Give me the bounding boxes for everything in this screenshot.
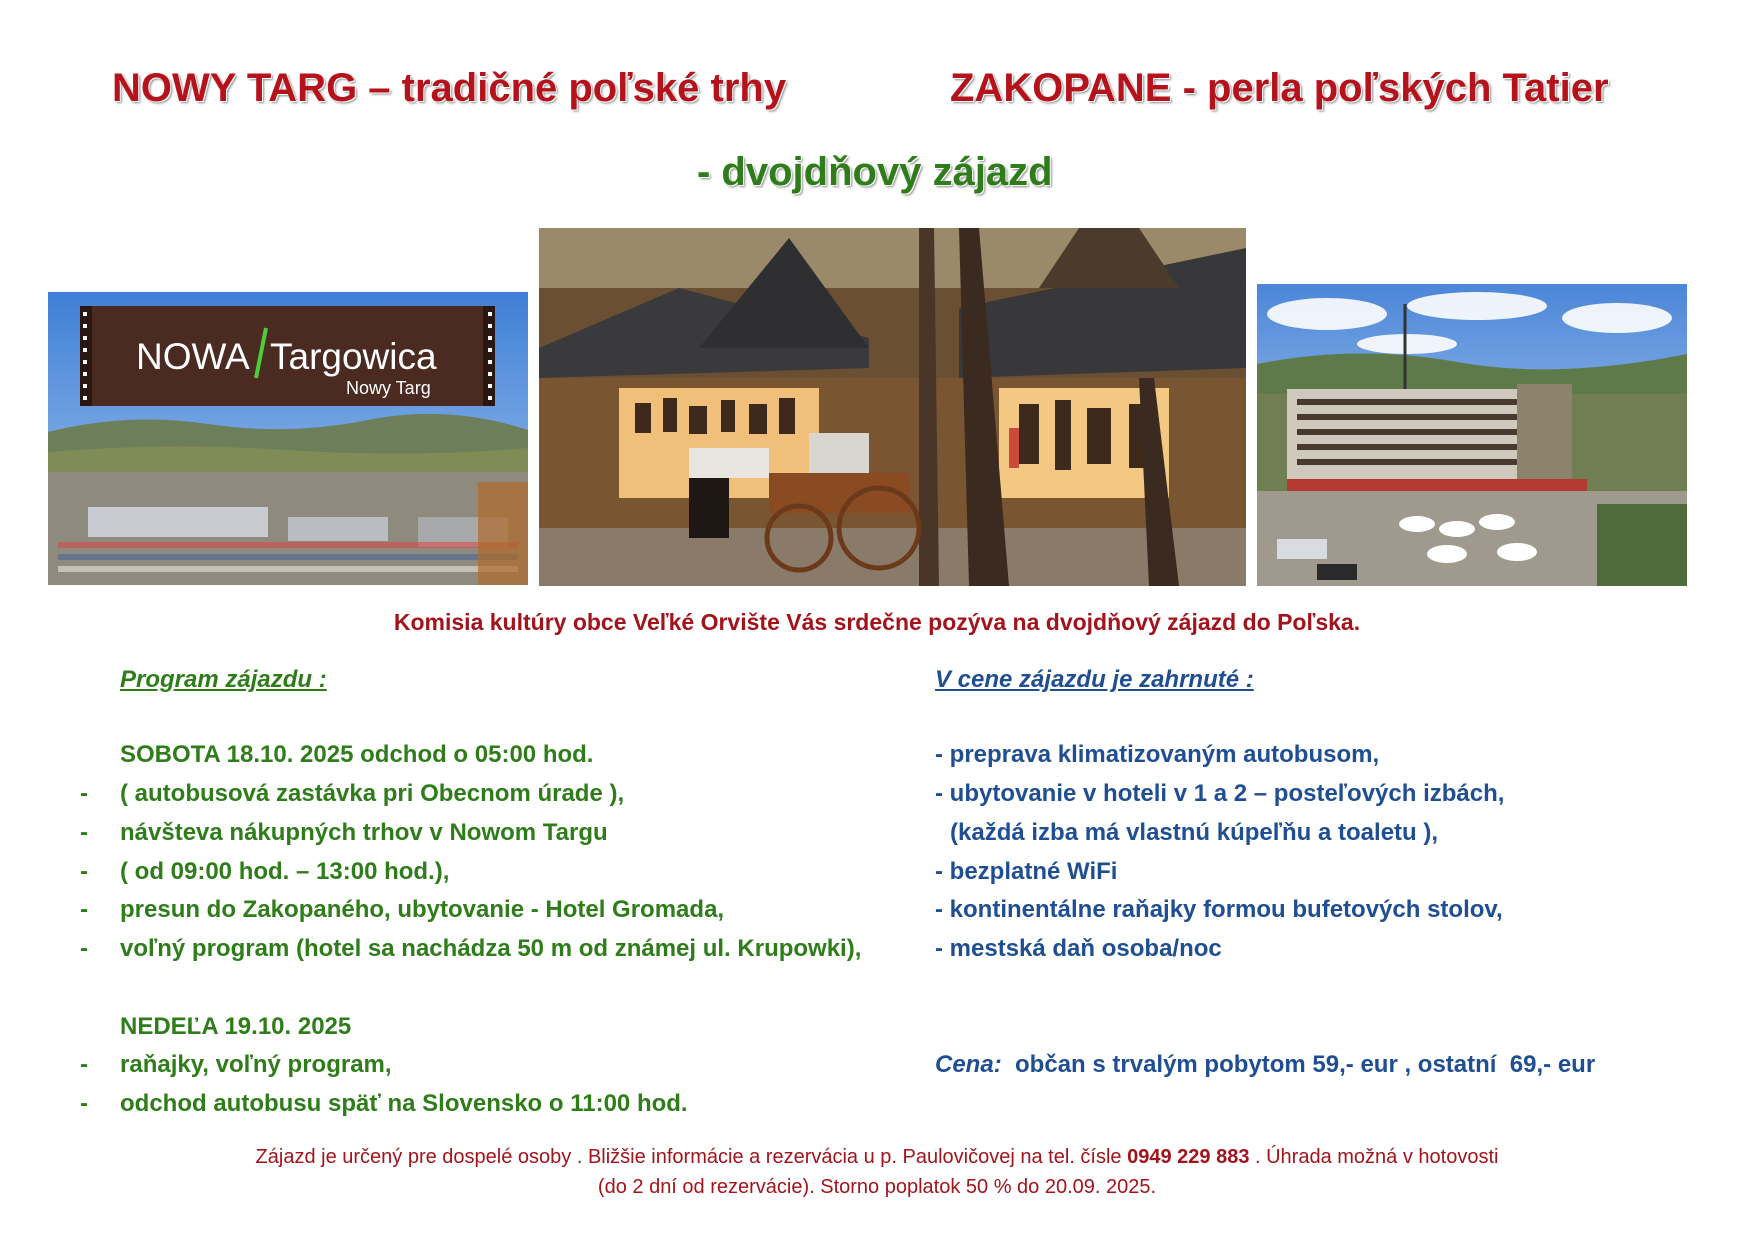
photo-hotel-gromada xyxy=(1257,284,1687,586)
included-item: - bezplatné WiFi xyxy=(935,858,1118,885)
program-heading: Program zájazdu : xyxy=(120,666,327,693)
footer-payment: . Úhrada možná v hotovosti xyxy=(1249,1146,1499,1168)
included-item: - kontinentálne raňajky formou bufetových stolov, xyxy=(935,896,1503,923)
title-nowy-targ: NOWY TARG – tradičné poľské trhy xyxy=(112,66,787,110)
footer-line2: (do 2 dní od rezervácie). Storno poplatok 50 % do 20.09. 2025. xyxy=(597,1176,1157,1198)
program-dash: - xyxy=(80,858,88,885)
price-value: občan s trvalým pobytom 59,- eur , ostatní 69,- eur xyxy=(1001,1051,1596,1078)
program-dash: - xyxy=(80,780,88,807)
included-item: - preprava klimatizovaným autobusom, xyxy=(935,741,1380,768)
program-dash: - xyxy=(80,935,88,962)
program-item: ( od 09:00 hod. – 13:00 hod.), xyxy=(120,858,450,885)
photo-krupowki-market xyxy=(539,228,1246,586)
included-heading: V cene zájazdu je zahrnuté : xyxy=(935,666,1254,693)
program-dash: - xyxy=(80,896,88,923)
footer-line1 xyxy=(0,1142,1754,1172)
banner-brand-nowy-targ: Nowy Targ xyxy=(346,378,431,398)
included-item: - mestská daň osoba/noc xyxy=(935,935,1222,962)
program-item: raňajky, voľný program, xyxy=(120,1051,392,1078)
price-label: Cena: xyxy=(935,1051,1002,1078)
included-item: - ubytovanie v hoteli v 1 a 2 – posteľových izbách, xyxy=(935,780,1505,807)
program-dash: - xyxy=(80,1051,88,1078)
program-dash: - xyxy=(80,1090,88,1117)
included-item: (každá izba má vlastnú kúpeľňu a toaletu ), xyxy=(950,819,1439,846)
subtitle-two-day-trip: - dvojdňový zájazd xyxy=(697,150,1053,194)
banner-brand-nowa: NOWA xyxy=(136,336,250,377)
program-item: odchod autobusu späť na Slovensko o 11:00 hod. xyxy=(120,1090,688,1117)
program-dash: - xyxy=(80,819,88,846)
program-day2: NEDEĽA 19.10. 2025 xyxy=(120,1013,352,1040)
footer-info: Zájazd je určený pre dospelé osoby . Bližšie informácie a rezervácia u p. Paulovičovej na tel. čísle xyxy=(255,1146,1128,1168)
invitation-text: Komisia kultúry obce Veľké Orvište Vás srdečne pozýva na dvojdňový zájazd do Poľska. xyxy=(393,609,1361,635)
banner-brand-targowica: Targowica xyxy=(270,336,437,377)
program-item: ( autobusová zastávka pri Obecnom úrade ), xyxy=(120,780,625,807)
footer-phone: 0949 229 883 xyxy=(1127,1146,1250,1168)
program-item: presun do Zakopaného, ubytovanie - Hotel Gromada, xyxy=(120,896,725,923)
title-zakopane: ZAKOPANE - perla poľských Tatier xyxy=(950,66,1609,110)
program-day1: SOBOTA 18.10. 2025 odchod o 05:00 hod. xyxy=(120,741,594,768)
program-item: voľný program (hotel sa nachádza 50 m od známej ul. Krupowki), xyxy=(120,935,862,962)
program-item: návšteva nákupných trhov v Nowom Targu xyxy=(120,819,608,846)
price-line xyxy=(935,1050,1595,1080)
